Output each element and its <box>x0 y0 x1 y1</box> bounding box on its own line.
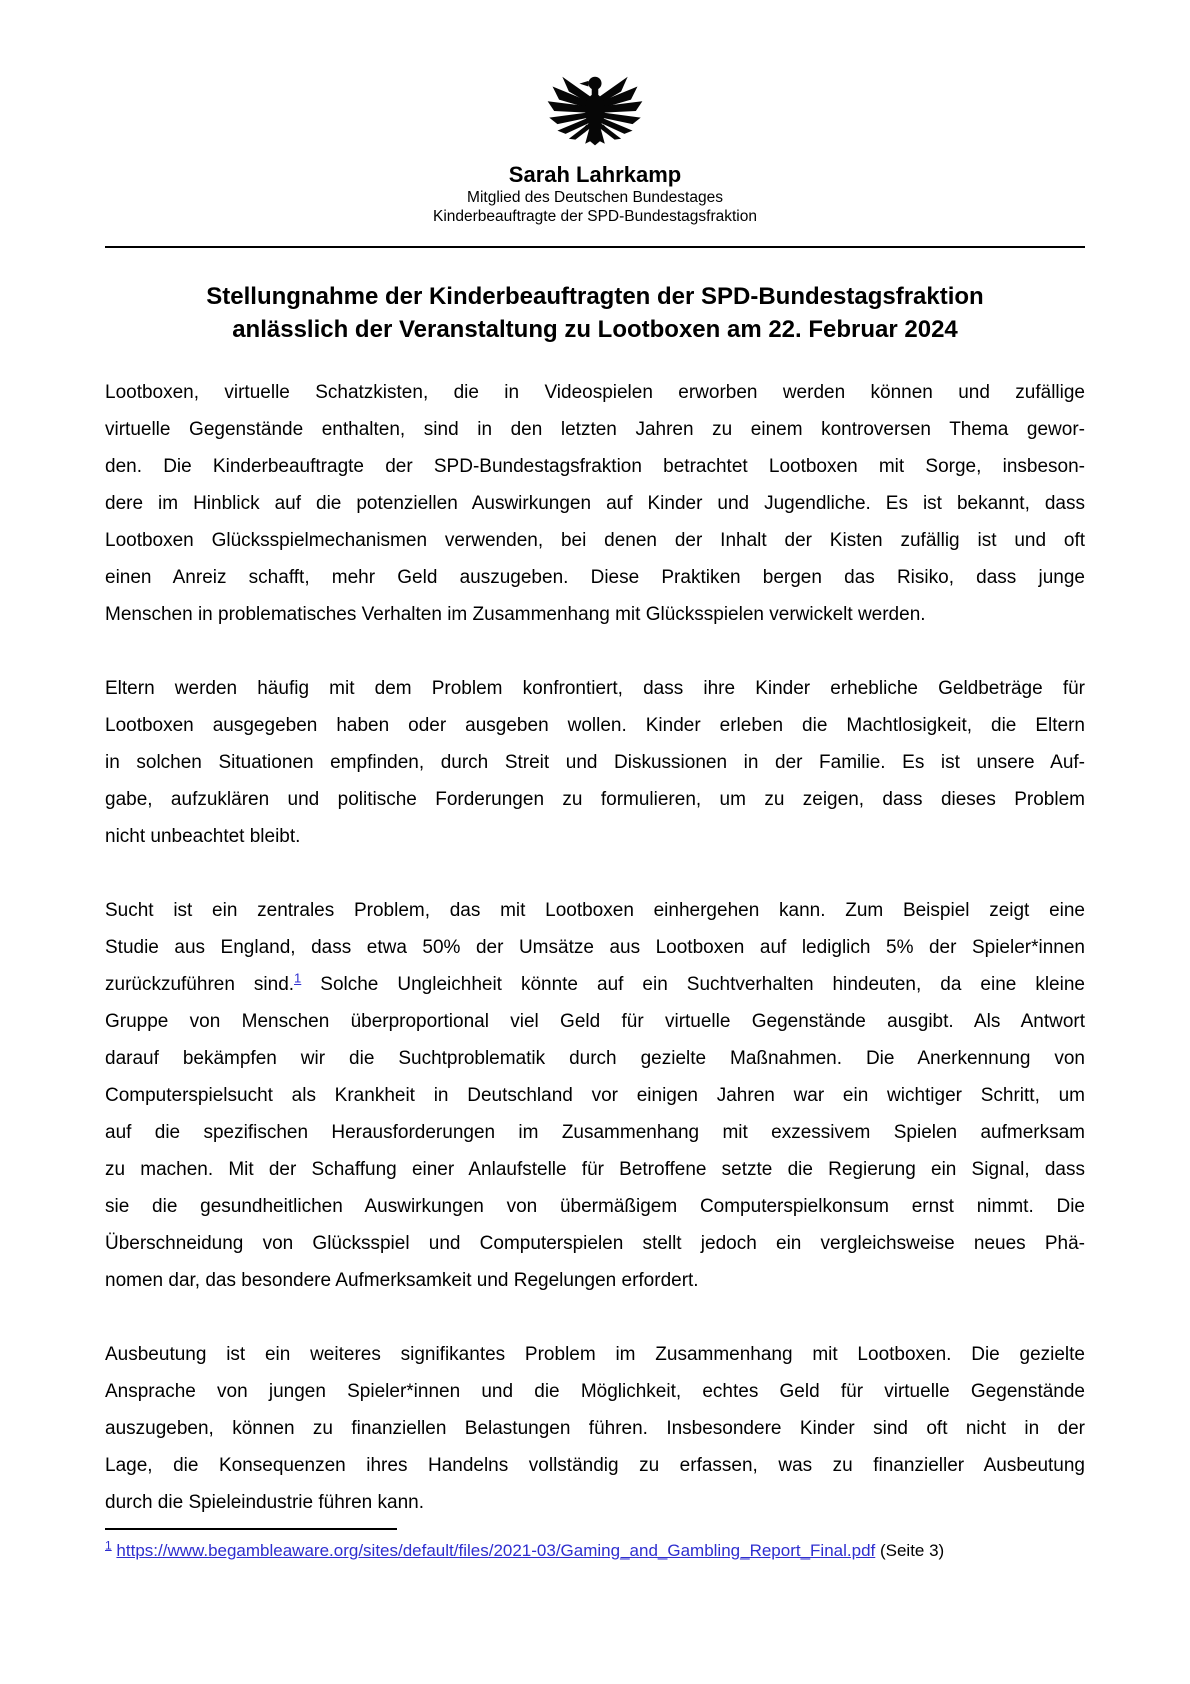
footnote-section <box>105 1528 1085 1562</box>
text-line: nicht unbeachtet bleibt. <box>105 826 301 847</box>
document-body <box>105 374 1085 1521</box>
text-line: auszugeben, können zu finanziellen Belastungen führen. Insbesondere Kinder sind oft nicht in der <box>105 1418 1085 1439</box>
text-line: auf die spezifischen Herausforderungen im Zusammenhang mit exzessivem Spielen aufmerksam <box>105 1122 1085 1143</box>
footnote-divider <box>105 1528 397 1530</box>
text-line: Lootboxen ausgegeben haben oder ausgeben wollen. Kinder erleben die Machtlosigkeit, die Eltern <box>105 715 1085 736</box>
footnote-suffix: (Seite 3) <box>875 1541 945 1560</box>
bundestag-eagle-icon <box>105 0 1085 148</box>
author-name: Sarah Lahrkamp <box>508 162 682 187</box>
text-line: durch die Spieleindustrie führen kann. <box>105 1492 424 1513</box>
paragraph <box>105 1336 1085 1521</box>
text-line: virtuelle Gegenstände enthalten, sind in den letzten Jahren zu einem kontroversen Thema gewor- <box>105 419 1085 440</box>
paragraph <box>105 670 1085 855</box>
text-line: nomen dar, das besondere Aufmerksamkeit und Regelungen erfordert. <box>105 1270 699 1291</box>
text-line: Lootboxen Glücksspielmechanismen verwenden, bei denen der Inhalt der Kisten zufällig ist und oft <box>105 530 1085 551</box>
text-line: Computerspielsucht als Krankheit in Deutschland vor einigen Jahren war ein wichtiger Schritt, um <box>105 1085 1085 1106</box>
text-line: Lage, die Konsequenzen ihres Handelns vollständig zu erfassen, was zu finanzieller Ausbeutung <box>105 1455 1085 1476</box>
text-line: dere im Hinblick auf die potenziellen Auswirkungen auf Kinder und Jugendliche. Es ist bekannt, dass <box>105 493 1085 514</box>
text-line <box>105 966 1085 1003</box>
text-line: den. Die Kinderbeauftragte der SPD-Bundestagsfraktion betrachtet Lootboxen mit Sorge, insbeson- <box>105 456 1085 477</box>
header-divider <box>105 246 1085 248</box>
document-title <box>105 280 1085 346</box>
author-role-line-1: Mitglied des Deutschen Bundestages <box>467 189 723 206</box>
title-line-2: anlässlich der Veranstaltung zu Lootboxen am 22. Februar 2024 <box>232 316 958 343</box>
text-segment: zurückzuführen sind. <box>105 974 295 995</box>
text-line: darauf bekämpfen wir die Suchtproblematik durch gezielte Maßnahmen. Die Anerkennung von <box>105 1048 1085 1069</box>
text-line: Menschen in problematisches Verhalten im Zusammenhang mit Glücksspielen verwickelt werden. <box>105 604 926 625</box>
paragraph <box>105 374 1085 633</box>
text-line: Ausbeutung ist ein weiteres signifikantes Problem im Zusammenhang mit Lootboxen. Die gezielte <box>105 1344 1085 1365</box>
title-line-1: Stellungnahme der Kinderbeauftragten der SPD-Bundestagsfraktion <box>206 283 984 310</box>
footnote-url-link[interactable]: https://www.begambleaware.org/sites/default/files/2021-03/Gaming_and_Gambling_Report_Final.pdf <box>116 1541 876 1560</box>
text-line: gabe, aufzuklären und politische Forderungen zu formulieren, um zu zeigen, dass dieses Problem <box>105 789 1085 810</box>
text-line: Gruppe von Menschen überproportional viel Geld für virtuelle Gegenstände ausgibt. Als Antwort <box>105 1011 1085 1032</box>
text-line: in solchen Situationen empfinden, durch Streit und Diskussionen in der Familie. Es ist unsere Auf- <box>105 752 1085 773</box>
text-segment: Solche Ungleichheit könnte auf ein Suchtverhalten hindeuten, da eine kleine <box>301 974 1085 995</box>
paragraph <box>105 892 1085 1299</box>
text-line: Studie aus England, dass etwa 50% der Umsätze aus Lootboxen auf lediglich 5% der Spieler*innen <box>105 937 1085 958</box>
text-line: Lootboxen, virtuelle Schatzkisten, die in Videospielen erworben werden können und zufällige <box>105 382 1085 403</box>
text-line: Ansprache von jungen Spieler*innen und die Möglichkeit, echtes Geld für virtuelle Gegenstände <box>105 1381 1085 1402</box>
footnote-ref-link[interactable]: 1 <box>294 970 302 986</box>
footnote-marker-link[interactable]: 1 <box>105 1538 112 1553</box>
text-line: sie die gesundheitlichen Auswirkungen von übermäßigem Computerspielkonsum ernst nimmt. Die <box>105 1196 1085 1217</box>
text-line: zu machen. Mit der Schaffung einer Anlaufstelle für Betroffene setzte die Regierung ein Signal, dass <box>105 1159 1085 1180</box>
author-role-line-2: Kinderbeauftragte der SPD-Bundestagsfraktion <box>433 208 757 225</box>
letterhead <box>105 0 1085 248</box>
text-line: Eltern werden häufig mit dem Problem konfrontiert, dass ihre Kinder erhebliche Geldbeträge für <box>105 678 1085 699</box>
footnote <box>105 1539 1085 1562</box>
text-line: einen Anreiz schafft, mehr Geld auszugeben. Diese Praktiken bergen das Risiko, dass junge <box>105 567 1085 588</box>
text-line: Überschneidung von Glücksspiel und Computerspielen stellt jedoch ein vergleichsweise neues Phä- <box>105 1233 1085 1254</box>
text-line: Sucht ist ein zentrales Problem, das mit Lootboxen einhergehen kann. Zum Beispiel zeigt eine <box>105 900 1085 921</box>
